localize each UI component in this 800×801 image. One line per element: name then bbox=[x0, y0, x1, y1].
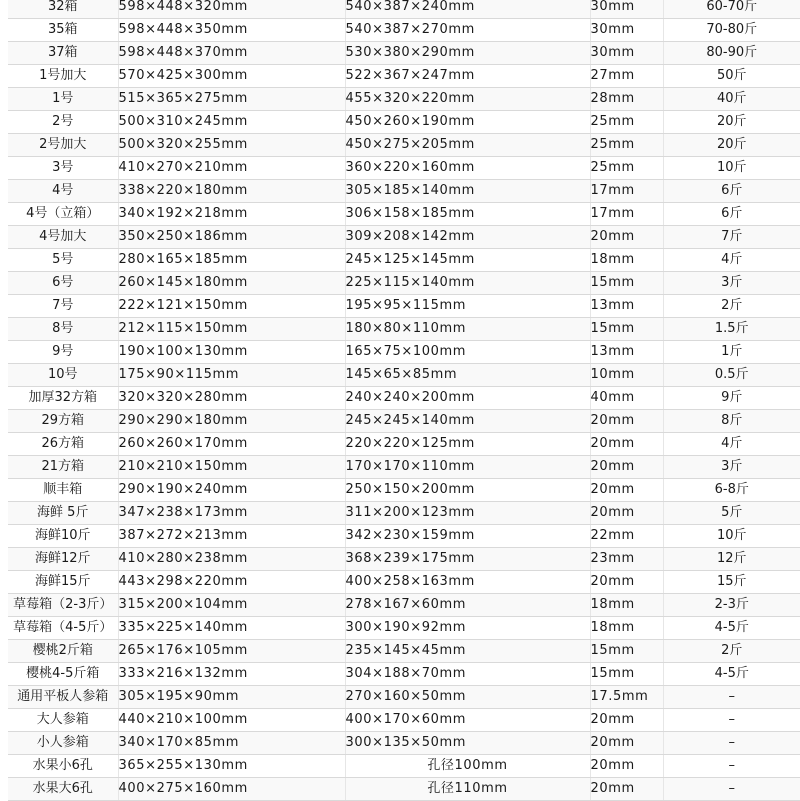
thickness-cell: 18mm bbox=[590, 249, 663, 272]
box-name-cell: 4号（立箱） bbox=[8, 203, 118, 226]
table-row bbox=[8, 318, 800, 341]
thickness-cell: 15mm bbox=[590, 640, 663, 663]
capacity-cell: 40斤 bbox=[663, 88, 800, 111]
outer-size-cell: 440×210×100mm bbox=[118, 709, 345, 732]
inner-size-cell: 145×65×85mm bbox=[345, 364, 590, 387]
capacity-cell: 2斤 bbox=[663, 295, 800, 318]
thickness-cell: 20mm bbox=[590, 571, 663, 594]
inner-size-cell: 278×167×60mm bbox=[345, 594, 590, 617]
inner-size-cell: 450×260×190mm bbox=[345, 111, 590, 134]
thickness-cell: 20mm bbox=[590, 709, 663, 732]
inner-size-cell: 170×170×110mm bbox=[345, 456, 590, 479]
box-name-cell: 海鲜15斤 bbox=[8, 571, 118, 594]
box-name-cell: 樱桃2斤箱 bbox=[8, 640, 118, 663]
outer-size-cell: 315×200×104mm bbox=[118, 594, 345, 617]
box-name-cell: 海鲜10斤 bbox=[8, 525, 118, 548]
capacity-cell: 7斤 bbox=[663, 226, 800, 249]
box-name-cell: 4号加大 bbox=[8, 226, 118, 249]
outer-size-cell: 280×165×185mm bbox=[118, 249, 345, 272]
capacity-cell: 15斤 bbox=[663, 571, 800, 594]
outer-size-cell: 410×270×210mm bbox=[118, 157, 345, 180]
box-name-cell: 草莓箱（2-3斤） bbox=[8, 594, 118, 617]
capacity-cell: 2斤 bbox=[663, 640, 800, 663]
inner-size-cell: 195×95×115mm bbox=[345, 295, 590, 318]
box-name-cell: 4号 bbox=[8, 180, 118, 203]
table-row bbox=[8, 364, 800, 387]
thickness-cell: 22mm bbox=[590, 525, 663, 548]
thickness-cell: 17.5mm bbox=[590, 686, 663, 709]
thickness-cell: 15mm bbox=[590, 272, 663, 295]
inner-size-cell: 522×367×247mm bbox=[345, 65, 590, 88]
box-name-cell: 2号加大 bbox=[8, 134, 118, 157]
table-row bbox=[8, 203, 800, 226]
box-name-cell: 小人参箱 bbox=[8, 732, 118, 755]
table-row bbox=[8, 111, 800, 134]
outer-size-cell: 570×425×300mm bbox=[118, 65, 345, 88]
box-name-cell: 1号加大 bbox=[8, 65, 118, 88]
box-name-cell: 水果小6孔 bbox=[8, 755, 118, 778]
thickness-cell: 13mm bbox=[590, 295, 663, 318]
table-row bbox=[8, 157, 800, 180]
box-name-cell: 顺丰箱 bbox=[8, 479, 118, 502]
inner-size-cell: 360×220×160mm bbox=[345, 157, 590, 180]
table-row bbox=[8, 755, 800, 778]
outer-size-cell: 222×121×150mm bbox=[118, 295, 345, 318]
outer-size-cell: 347×238×173mm bbox=[118, 502, 345, 525]
inner-size-cell: 342×230×159mm bbox=[345, 525, 590, 548]
capacity-cell: 2-3斤 bbox=[663, 594, 800, 617]
box-name-cell: 29方箱 bbox=[8, 410, 118, 433]
capacity-cell: – bbox=[663, 686, 800, 709]
capacity-cell: – bbox=[663, 709, 800, 732]
inner-size-cell: 225×115×140mm bbox=[345, 272, 590, 295]
outer-size-cell: 290×190×240mm bbox=[118, 479, 345, 502]
outer-size-cell: 190×100×130mm bbox=[118, 341, 345, 364]
thickness-cell: 18mm bbox=[590, 617, 663, 640]
outer-size-cell: 365×255×130mm bbox=[118, 755, 345, 778]
thickness-cell: 10mm bbox=[590, 364, 663, 387]
box-name-cell: 加厚32方箱 bbox=[8, 387, 118, 410]
capacity-cell: 20斤 bbox=[663, 134, 800, 157]
table-row bbox=[8, 0, 800, 19]
thickness-cell: 20mm bbox=[590, 479, 663, 502]
outer-size-cell: 443×298×220mm bbox=[118, 571, 345, 594]
thickness-cell: 17mm bbox=[590, 180, 663, 203]
table-row bbox=[8, 272, 800, 295]
capacity-cell: 80-90斤 bbox=[663, 42, 800, 65]
outer-size-cell: 500×320×255mm bbox=[118, 134, 345, 157]
capacity-cell: 70-80斤 bbox=[663, 19, 800, 42]
table-row bbox=[8, 686, 800, 709]
outer-size-cell: 175×90×115mm bbox=[118, 364, 345, 387]
box-name-cell: 26方箱 bbox=[8, 433, 118, 456]
inner-size-cell: 165×75×100mm bbox=[345, 341, 590, 364]
thickness-cell: 25mm bbox=[590, 134, 663, 157]
outer-size-cell: 598×448×320mm bbox=[118, 0, 345, 19]
table-row bbox=[8, 709, 800, 732]
capacity-cell: 10斤 bbox=[663, 525, 800, 548]
inner-size-cell: 240×240×200mm bbox=[345, 387, 590, 410]
thickness-cell: 20mm bbox=[590, 778, 663, 801]
inner-size-cell: 孔径100mm bbox=[345, 755, 590, 778]
table-row bbox=[8, 180, 800, 203]
thickness-cell: 28mm bbox=[590, 88, 663, 111]
capacity-cell: 9斤 bbox=[663, 387, 800, 410]
table-row bbox=[8, 65, 800, 88]
box-name-cell: 2号 bbox=[8, 111, 118, 134]
capacity-cell: 3斤 bbox=[663, 456, 800, 479]
box-name-cell: 海鲜12斤 bbox=[8, 548, 118, 571]
capacity-cell: 4斤 bbox=[663, 433, 800, 456]
capacity-cell: 20斤 bbox=[663, 111, 800, 134]
outer-size-cell: 333×216×132mm bbox=[118, 663, 345, 686]
outer-size-cell: 387×272×213mm bbox=[118, 525, 345, 548]
box-name-cell: 8号 bbox=[8, 318, 118, 341]
table-row bbox=[8, 249, 800, 272]
inner-size-cell: 孔径110mm bbox=[345, 778, 590, 801]
thickness-cell: 18mm bbox=[590, 594, 663, 617]
capacity-cell: 50斤 bbox=[663, 65, 800, 88]
outer-size-cell: 290×290×180mm bbox=[118, 410, 345, 433]
outer-size-cell: 265×176×105mm bbox=[118, 640, 345, 663]
table-row bbox=[8, 295, 800, 318]
capacity-cell: 8斤 bbox=[663, 410, 800, 433]
outer-size-cell: 320×320×280mm bbox=[118, 387, 345, 410]
inner-size-cell: 368×239×175mm bbox=[345, 548, 590, 571]
thickness-cell: 20mm bbox=[590, 755, 663, 778]
outer-size-cell: 515×365×275mm bbox=[118, 88, 345, 111]
table-row bbox=[8, 433, 800, 456]
table-row bbox=[8, 341, 800, 364]
capacity-cell: – bbox=[663, 732, 800, 755]
box-name-cell: 3号 bbox=[8, 157, 118, 180]
thickness-cell: 17mm bbox=[590, 203, 663, 226]
box-name-cell: 9号 bbox=[8, 341, 118, 364]
table-row bbox=[8, 410, 800, 433]
inner-size-cell: 305×185×140mm bbox=[345, 180, 590, 203]
capacity-cell: 12斤 bbox=[663, 548, 800, 571]
inner-size-cell: 311×200×123mm bbox=[345, 502, 590, 525]
spec-table-body bbox=[8, 0, 800, 801]
thickness-cell: 23mm bbox=[590, 548, 663, 571]
inner-size-cell: 245×245×140mm bbox=[345, 410, 590, 433]
thickness-cell: 20mm bbox=[590, 456, 663, 479]
thickness-cell: 15mm bbox=[590, 663, 663, 686]
outer-size-cell: 305×195×90mm bbox=[118, 686, 345, 709]
outer-size-cell: 410×280×238mm bbox=[118, 548, 345, 571]
inner-size-cell: 180×80×110mm bbox=[345, 318, 590, 341]
inner-size-cell: 400×258×163mm bbox=[345, 571, 590, 594]
table-row bbox=[8, 548, 800, 571]
inner-size-cell: 450×275×205mm bbox=[345, 134, 590, 157]
thickness-cell: 27mm bbox=[590, 65, 663, 88]
inner-size-cell: 455×320×220mm bbox=[345, 88, 590, 111]
spec-table-container bbox=[8, 0, 800, 801]
capacity-cell: 1.5斤 bbox=[663, 318, 800, 341]
thickness-cell: 25mm bbox=[590, 157, 663, 180]
table-row bbox=[8, 226, 800, 249]
table-row bbox=[8, 387, 800, 410]
box-name-cell: 35箱 bbox=[8, 19, 118, 42]
table-row bbox=[8, 479, 800, 502]
table-row bbox=[8, 134, 800, 157]
outer-size-cell: 598×448×370mm bbox=[118, 42, 345, 65]
thickness-cell: 30mm bbox=[590, 42, 663, 65]
box-name-cell: 5号 bbox=[8, 249, 118, 272]
table-row bbox=[8, 732, 800, 755]
outer-size-cell: 335×225×140mm bbox=[118, 617, 345, 640]
capacity-cell: 3斤 bbox=[663, 272, 800, 295]
box-name-cell: 樱桃4-5斤箱 bbox=[8, 663, 118, 686]
inner-size-cell: 400×170×60mm bbox=[345, 709, 590, 732]
box-name-cell: 7号 bbox=[8, 295, 118, 318]
thickness-cell: 20mm bbox=[590, 433, 663, 456]
outer-size-cell: 210×210×150mm bbox=[118, 456, 345, 479]
box-name-cell: 32箱 bbox=[8, 0, 118, 19]
table-row bbox=[8, 571, 800, 594]
box-name-cell: 海鲜 5斤 bbox=[8, 502, 118, 525]
outer-size-cell: 400×275×160mm bbox=[118, 778, 345, 801]
box-spec-table bbox=[8, 0, 800, 801]
thickness-cell: 30mm bbox=[590, 0, 663, 19]
outer-size-cell: 598×448×350mm bbox=[118, 19, 345, 42]
capacity-cell: 4-5斤 bbox=[663, 663, 800, 686]
outer-size-cell: 260×145×180mm bbox=[118, 272, 345, 295]
table-row bbox=[8, 640, 800, 663]
capacity-cell: 1斤 bbox=[663, 341, 800, 364]
box-name-cell: 37箱 bbox=[8, 42, 118, 65]
capacity-cell: 4-5斤 bbox=[663, 617, 800, 640]
box-name-cell: 10号 bbox=[8, 364, 118, 387]
thickness-cell: 30mm bbox=[590, 19, 663, 42]
inner-size-cell: 270×160×50mm bbox=[345, 686, 590, 709]
box-name-cell: 通用平板人参箱 bbox=[8, 686, 118, 709]
capacity-cell: 0.5斤 bbox=[663, 364, 800, 387]
outer-size-cell: 338×220×180mm bbox=[118, 180, 345, 203]
inner-size-cell: 530×380×290mm bbox=[345, 42, 590, 65]
box-name-cell: 1号 bbox=[8, 88, 118, 111]
table-row bbox=[8, 525, 800, 548]
table-row bbox=[8, 594, 800, 617]
outer-size-cell: 340×192×218mm bbox=[118, 203, 345, 226]
inner-size-cell: 245×125×145mm bbox=[345, 249, 590, 272]
thickness-cell: 20mm bbox=[590, 226, 663, 249]
box-name-cell: 水果大6孔 bbox=[8, 778, 118, 801]
outer-size-cell: 260×260×170mm bbox=[118, 433, 345, 456]
inner-size-cell: 300×190×92mm bbox=[345, 617, 590, 640]
outer-size-cell: 212×115×150mm bbox=[118, 318, 345, 341]
inner-size-cell: 220×220×125mm bbox=[345, 433, 590, 456]
capacity-cell: 6斤 bbox=[663, 203, 800, 226]
inner-size-cell: 300×135×50mm bbox=[345, 732, 590, 755]
table-row bbox=[8, 502, 800, 525]
capacity-cell: – bbox=[663, 755, 800, 778]
capacity-cell: 6斤 bbox=[663, 180, 800, 203]
thickness-cell: 20mm bbox=[590, 410, 663, 433]
table-row bbox=[8, 456, 800, 479]
inner-size-cell: 540×387×270mm bbox=[345, 19, 590, 42]
thickness-cell: 13mm bbox=[590, 341, 663, 364]
inner-size-cell: 250×150×200mm bbox=[345, 479, 590, 502]
thickness-cell: 40mm bbox=[590, 387, 663, 410]
inner-size-cell: 304×188×70mm bbox=[345, 663, 590, 686]
box-name-cell: 草莓箱（4-5斤） bbox=[8, 617, 118, 640]
outer-size-cell: 350×250×186mm bbox=[118, 226, 345, 249]
outer-size-cell: 500×310×245mm bbox=[118, 111, 345, 134]
table-row bbox=[8, 617, 800, 640]
thickness-cell: 20mm bbox=[590, 732, 663, 755]
thickness-cell: 20mm bbox=[590, 502, 663, 525]
table-row bbox=[8, 663, 800, 686]
capacity-cell: 10斤 bbox=[663, 157, 800, 180]
box-name-cell: 21方箱 bbox=[8, 456, 118, 479]
inner-size-cell: 235×145×45mm bbox=[345, 640, 590, 663]
table-row bbox=[8, 778, 800, 801]
capacity-cell: 6-8斤 bbox=[663, 479, 800, 502]
box-name-cell: 6号 bbox=[8, 272, 118, 295]
table-row bbox=[8, 88, 800, 111]
thickness-cell: 25mm bbox=[590, 111, 663, 134]
capacity-cell: – bbox=[663, 778, 800, 801]
capacity-cell: 5斤 bbox=[663, 502, 800, 525]
table-row bbox=[8, 42, 800, 65]
capacity-cell: 4斤 bbox=[663, 249, 800, 272]
inner-size-cell: 306×158×185mm bbox=[345, 203, 590, 226]
inner-size-cell: 309×208×142mm bbox=[345, 226, 590, 249]
thickness-cell: 15mm bbox=[590, 318, 663, 341]
box-name-cell: 大人参箱 bbox=[8, 709, 118, 732]
table-row bbox=[8, 19, 800, 42]
capacity-cell: 60-70斤 bbox=[663, 0, 800, 19]
outer-size-cell: 340×170×85mm bbox=[118, 732, 345, 755]
inner-size-cell: 540×387×240mm bbox=[345, 0, 590, 19]
